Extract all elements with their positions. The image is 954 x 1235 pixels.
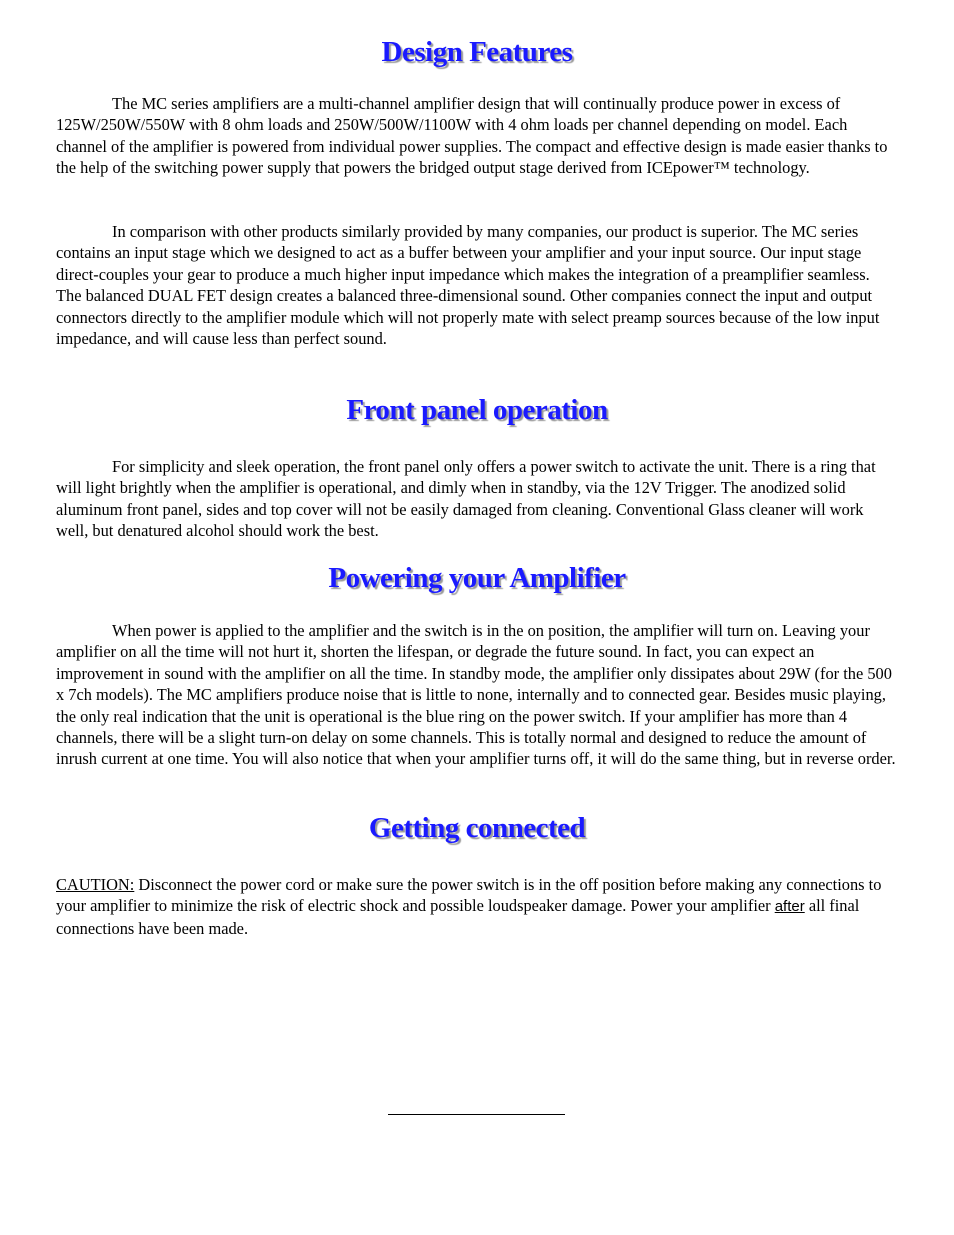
powering-paragraph: When power is applied to the amplifier and the switch is in the on position, the amplifier will turn on. Leaving your amplifier on all the time will not hurt it, shorten the lifespan, or degrade the future sound. In fact, you can expect an improvement in sound with the amplifier on all the time. In standby mode, the amplifier only dissipates about 29W (for the 500 x 7ch models). The MC amplifiers produce noise that is little to none, internally and to connected gear. Besides music playing, the only real indication that the unit is operational is the blue ring on the power switch. If your amplifier has more than 4 channels, there will be a slight turn-on delay on some channels. This is totally normal and designed to reduce the amount of inrush current at one time. You will also notice that when your amplifier turns off, it will do the same thing, but in reverse order. [56,621,896,769]
design-paragraph-2: In comparison with other products similarly provided by many companies, our product is superior. The MC series contains an input stage which we designed to act as a buffer between your amplifier and your input source. Our input stage direct-couples your gear to produce a much higher input impedance which makes the integration of a preamplifier seamless. The balanced DUAL FET design creates a balanced three-dimensional sound. Other companies connect the input and output connectors directly to the amplifier module which will not properly mate with select preamp sources because of the low input impedance, and will cause less than perfect sound. [56,222,880,349]
caution-label: CAUTION: [56,875,135,894]
after-emphasis: after [774,898,805,916]
footer-rule [388,1114,565,1115]
caution-text: Disconnect the power cord or make sure the power switch is in the off position before making any connections to your amplifier to minimize the risk of electric shock and possible loudspeaker damage. Power your amplifier [56,875,882,916]
heading-powering-your-amplifier: Powering your Amplifier [328,562,626,594]
front-panel-paragraph: For simplicity and sleek operation, the front panel only offers a power switch to activate the unit. There is a ring that will light brightly when the amplifier is operational, and dimly when in standby, via the 12V Trigger. The anodized solid aluminum front panel, sides and top cover will not be easily damaged from cleaning. Conventional Glass cleaner will work well, but denatured alcohol should work the best. [56,457,876,541]
design-paragraph-1: The MC series amplifiers are a multi-channel amplifier design that will continually produce power in excess of 125W/250W/550W with 8 ohm loads and 250W/500W/1100W with 4 ohm loads per channel depending on model. Each channel of the amplifier is powered from individual power supplies. The compact and effective design is made easier thanks to the help of the switching power supply that powers the bridged output stage derived from ICEpower™ technology. [56,94,888,178]
caution-end: all final connections have been made. [56,896,860,938]
heading-design-features: Design Features [381,36,573,68]
caution-paragraph [56,874,896,939]
heading-front-panel-operation: Front panel operation [346,394,608,426]
heading-getting-connected: Getting connected [368,812,586,844]
